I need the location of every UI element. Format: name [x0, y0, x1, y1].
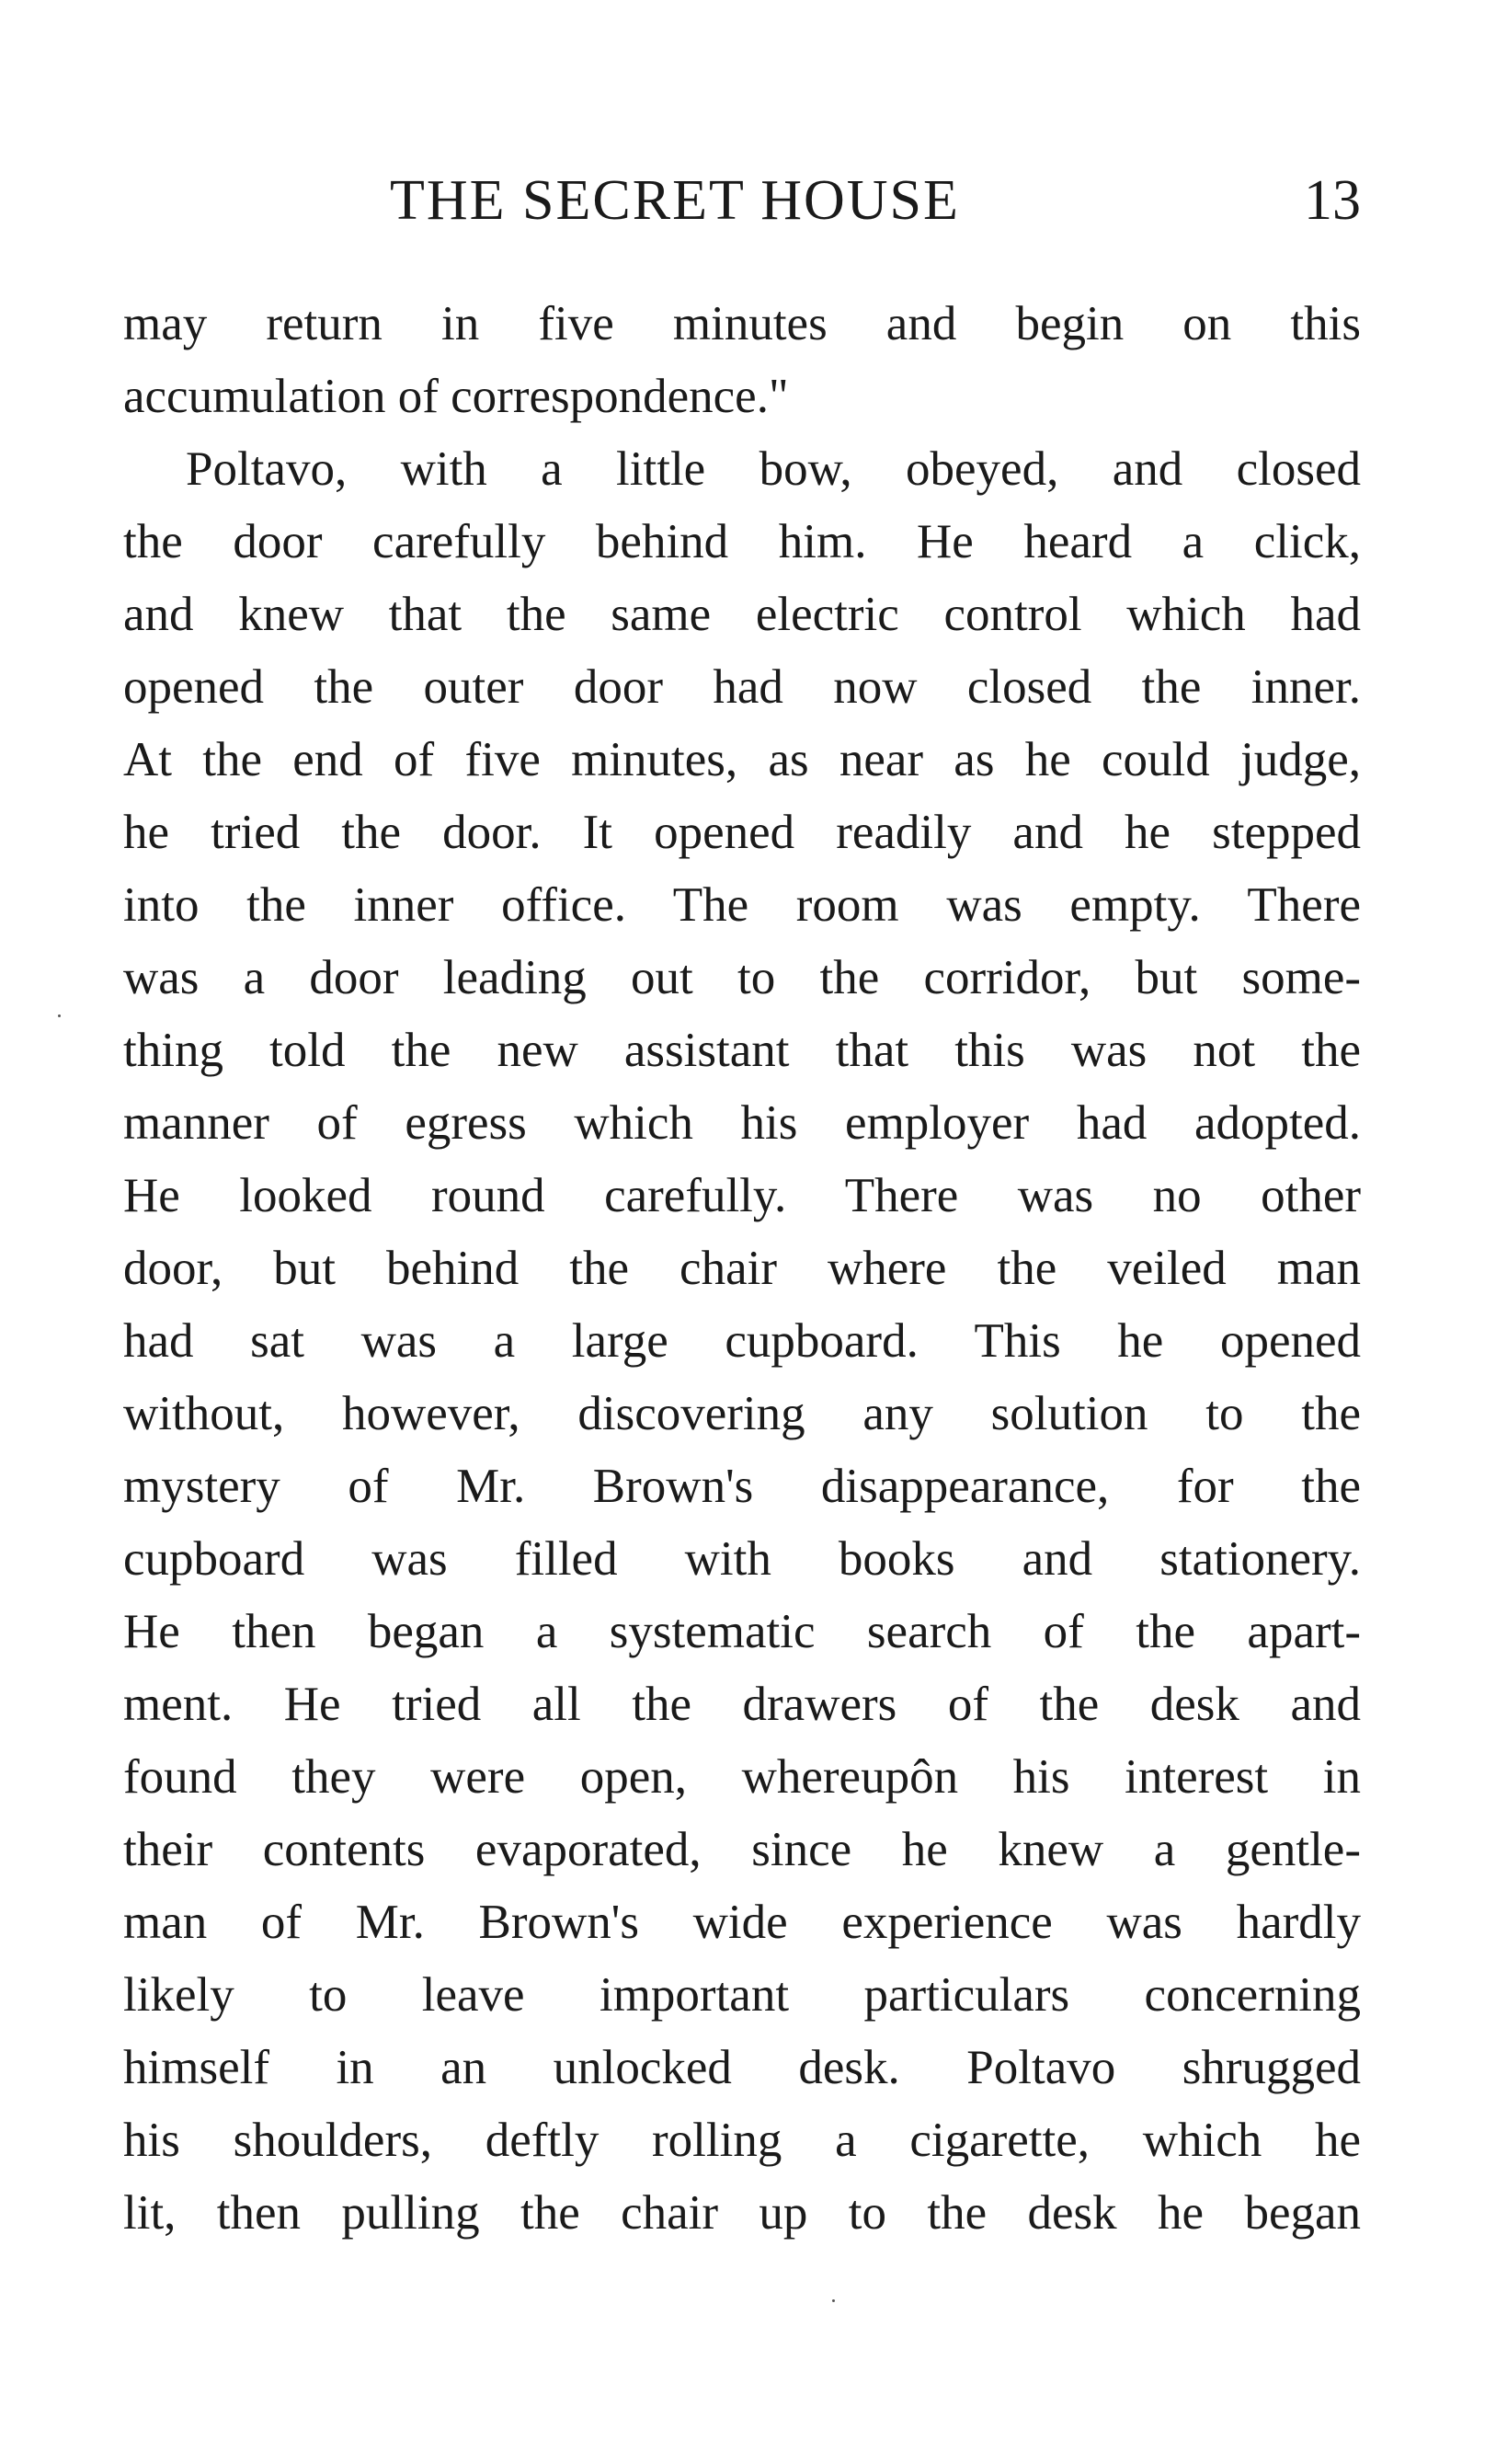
text-line: was a door leading out to the corridor, but some-	[123, 951, 1361, 1004]
text-line: may return in five minutes and begin on this	[123, 297, 1361, 350]
text-line: their contents evaporated, since he knew a gentle-	[123, 1823, 1361, 1876]
text-line: found they were open, whereupôn his interest in	[123, 1750, 1361, 1804]
text-line: lit, then pulling the chair up to the desk he began	[123, 2186, 1361, 2240]
text-line: man of Mr. Brown's wide experience was hardly	[123, 1896, 1361, 1949]
text-line: into the inner office. The room was empty. There	[123, 878, 1361, 932]
text-line: Poltavo, with a little bow, obeyed, and closed	[186, 442, 1361, 496]
text-line: mystery of Mr. Brown's disappearance, for the	[123, 1460, 1361, 1513]
text-line: manner of egress which his employer had adopted.	[123, 1096, 1361, 1150]
text-line: and knew that the same electric control which had	[123, 588, 1361, 641]
text-line: his shoulders, deftly rolling a cigarette, which he	[123, 2114, 1361, 2167]
page-number: 13	[1304, 169, 1361, 232]
text-line: himself in an unlocked desk. Poltavo shrugged	[123, 2041, 1361, 2094]
text-line: had sat was a large cupboard. This he opened	[123, 1314, 1361, 1368]
text-line: he tried the door. It opened readily and he stepped	[123, 806, 1361, 859]
text-line: At the end of five minutes, as near as he could judge,	[123, 733, 1361, 786]
text-line: He then began a systematic search of the apart-	[123, 1605, 1361, 1658]
running-title: THE SECRET HOUSE	[390, 169, 960, 232]
text-line: ment. He tried all the drawers of the desk and	[123, 1678, 1361, 1731]
text-line: He looked round carefully. There was no other	[123, 1169, 1361, 1222]
running-header	[123, 164, 1361, 237]
body-text	[123, 288, 1361, 2250]
text-line: opened the outer door had now closed the inner.	[123, 660, 1361, 714]
text-line: without, however, discovering any solution to the	[123, 1387, 1361, 1440]
paper-speck	[832, 2299, 835, 2302]
text-line: the door carefully behind him. He heard a click,	[123, 515, 1361, 568]
text-line: door, but behind the chair where the veiled man	[123, 1242, 1361, 1295]
text-line: accumulation of correspondence."	[123, 370, 789, 423]
text-line: cupboard was filled with books and stationery.	[123, 1532, 1361, 1586]
text-line: likely to leave important particulars concerning	[123, 1968, 1361, 2022]
text-line: thing told the new assistant that this was not the	[123, 1024, 1361, 1077]
paper-speck	[58, 1014, 61, 1017]
